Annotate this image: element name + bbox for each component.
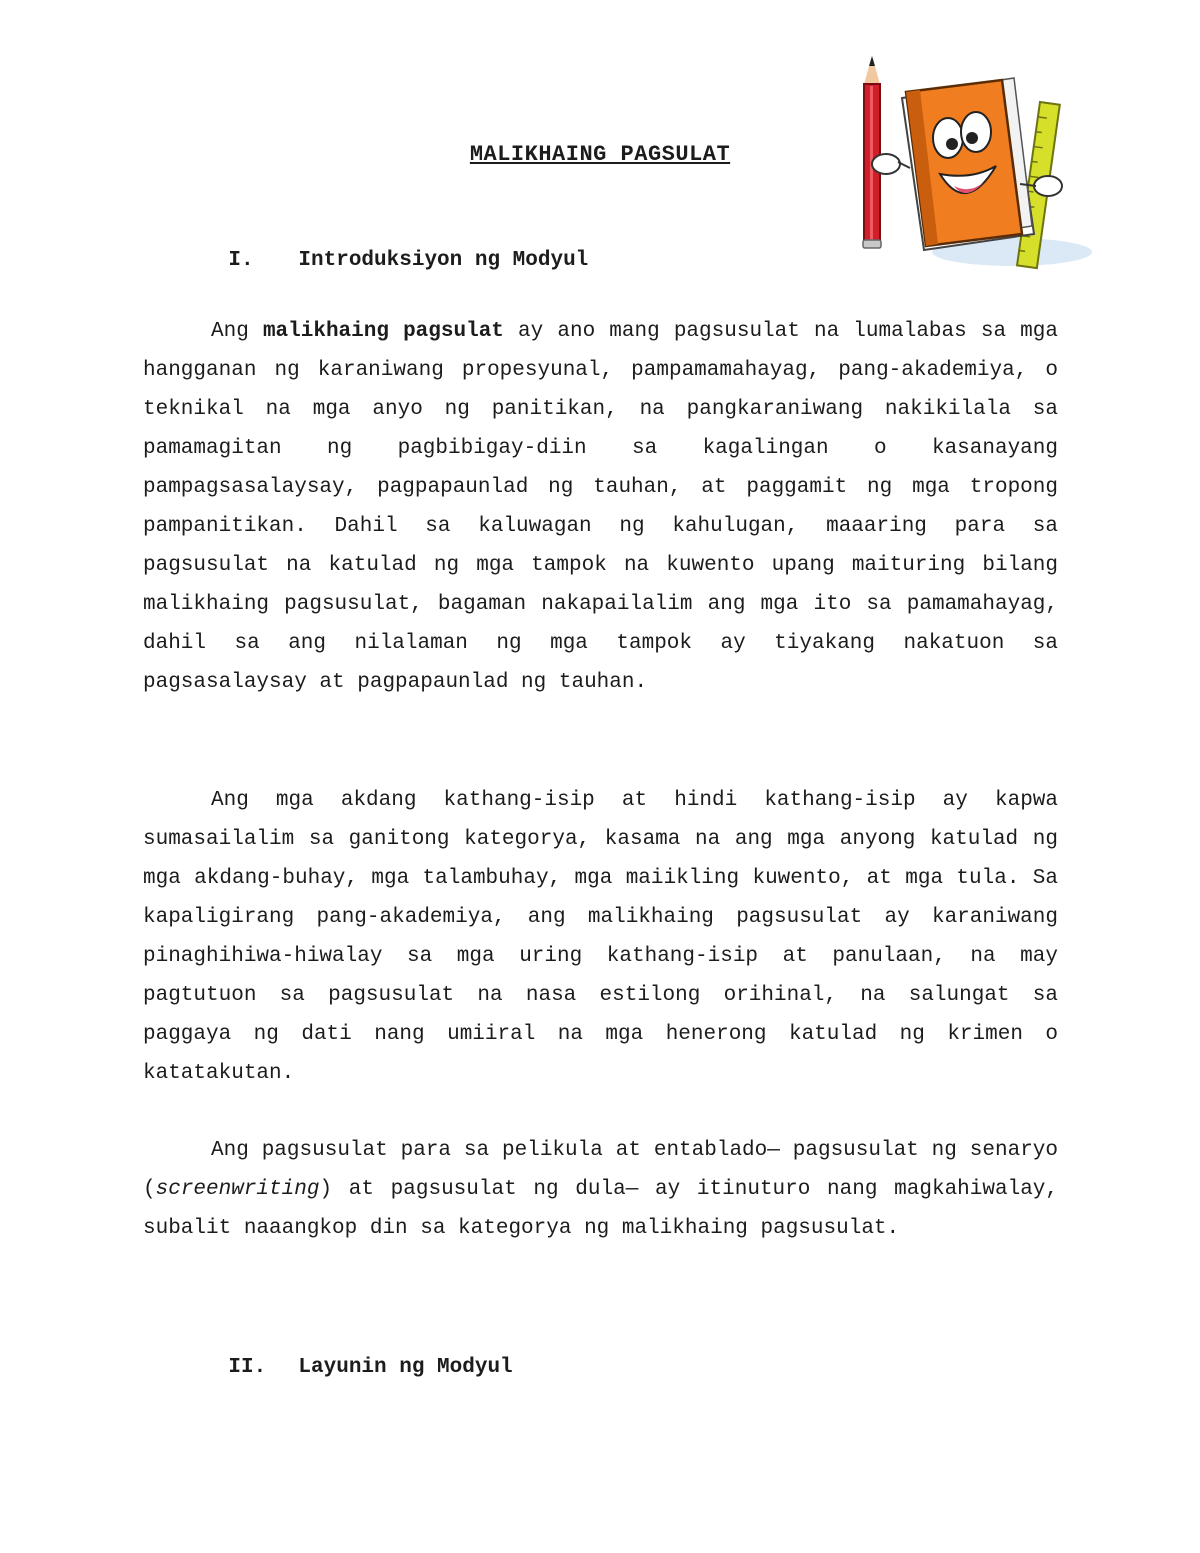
book-icon (902, 78, 1034, 250)
paragraph-lead-text: Ang (211, 320, 263, 343)
paragraph-body-text: ) at pagsusulat ng dula— ay itinuturo nang magkahiwalay, subalit naaangkop din sa kategorya ng malikhaing pagsusulat. (143, 1178, 1058, 1240)
bold-term: malikhaing pagsulat (262, 320, 504, 343)
paragraph-screenwriting (143, 1131, 1058, 1248)
paragraph-categories (143, 781, 1058, 1093)
italic-term: screenwriting (155, 1178, 320, 1201)
section-heading-objectives (178, 1333, 513, 1402)
paragraph-body-text: Ang mga akdang kathang-isip at hindi kathang-isip ay kapwa sumasailalim sa ganitong kategorya, kasama na ang mga anyong katulad ng mga akdang-buhay, mga talambuhay, mga maiikling kuwento, at mga tula. Sa kapaligirang pang-akademiya, ang malikhaing pagsusulat ay karaniwang pinaghihiwa-hiwalay sa mga uring kathang-isip at panulaan, na may pagtutuon sa pagsusulat na nasa estilong orihinal, na salungat sa paggaya ng dati nang umiiral na mga henerong katulad ng krimen o katatakutan. (143, 789, 1058, 1085)
section-heading-introduction (178, 226, 588, 295)
section-heading-text: Introduksiyon ng Modyul (298, 249, 589, 272)
paragraph-body-text: ay ano mang pagsusulat na lumalabas sa mga hangganan ng karaniwang propesyunal, pampamamahayag, pang-akademiya, o teknikal na mga anyo ng panitikan, na pangkaraniwang nakikilala sa pamamagitan ng pagbibigay-diin sa kagalingan o kasanayang pampagsasalaysay, pagpapaunlad ng tauhan, at paggamit ng mga tropong pampanitikan. Dahil sa kaluwagan ng kahulugan, maaaring para sa pagsusulat na katulad ng mga tampok na kuwento upang maituring bilang malikhaing pagsusulat, bagaman nakapailalim ang mga ito sa pamamahayag, dahil sa ang nilalaman ng mga tampok ay tiyakang nakatuon sa pagsasalaysay at pagpapaunlad ng tauhan. (143, 320, 1058, 694)
paragraph-definition (143, 312, 1058, 702)
section-number: I. (228, 249, 254, 272)
pencil-icon (863, 56, 881, 248)
section-number: II. (228, 1356, 267, 1379)
paragraph-lead-text: Ang pagsusulat para sa pelikula at entablado— pagsusulat ng senaryo ( (143, 1139, 1058, 1201)
book-mascot-with-pencil-and-ruler-icon (862, 56, 1098, 276)
section-heading-text: Layunin ng Modyul (298, 1356, 513, 1379)
page-title: MALIKHAING PAGSULAT (469, 142, 731, 167)
